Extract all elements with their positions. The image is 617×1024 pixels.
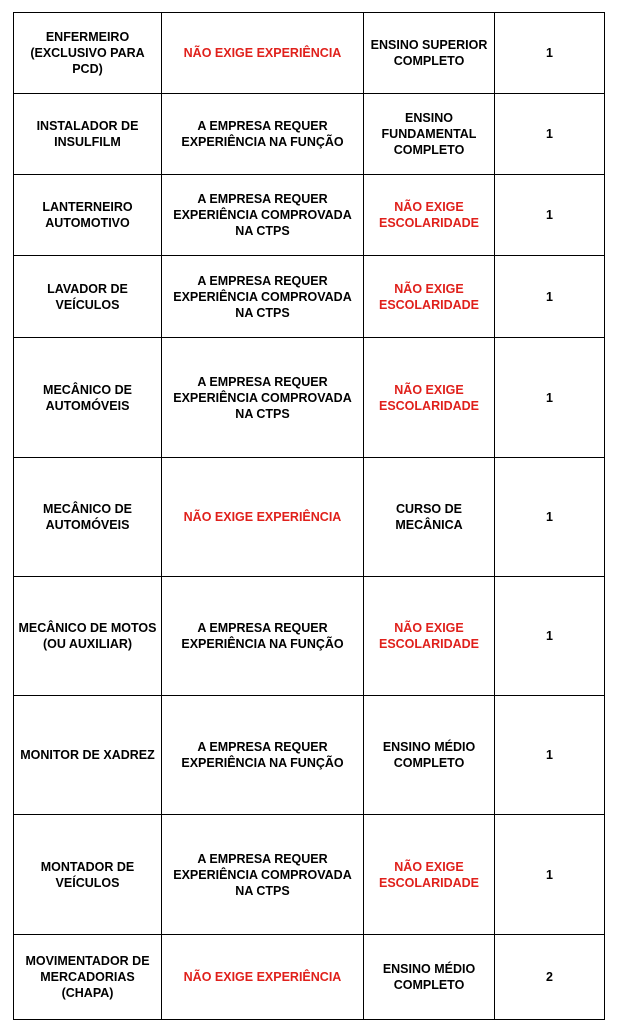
education-requirement-cell: ENSINO MÉDIO COMPLETO	[364, 935, 495, 1020]
job-title-cell: MONTADOR DE VEÍCULOS	[14, 815, 162, 935]
experience-requirement-cell: A EMPRESA REQUER EXPERIÊNCIA COMPROVADA NA CTPS	[162, 815, 364, 935]
experience-requirement-cell: A EMPRESA REQUER EXPERIÊNCIA NA FUNÇÃO	[162, 696, 364, 815]
job-title-cell: LANTERNEIRO AUTOMOTIVO	[14, 175, 162, 256]
job-title-cell: MONITOR DE XADREZ	[14, 696, 162, 815]
table-row	[14, 815, 605, 935]
openings-count-cell: 1	[495, 577, 605, 696]
table-row	[14, 935, 605, 1020]
job-title-cell: INSTALADOR DE INSULFILM	[14, 94, 162, 175]
experience-requirement-cell: NÃO EXIGE EXPERIÊNCIA	[162, 458, 364, 577]
openings-count-cell: 2	[495, 935, 605, 1020]
education-requirement-cell: NÃO EXIGE ESCOLARIDADE	[364, 256, 495, 338]
education-requirement-cell: CURSO DE MECÂNICA	[364, 458, 495, 577]
job-title-cell: MECÂNICO DE AUTOMÓVEIS	[14, 458, 162, 577]
openings-count-cell: 1	[495, 338, 605, 458]
education-requirement-cell: ENSINO FUNDAMENTAL COMPLETO	[364, 94, 495, 175]
openings-count-cell: 1	[495, 175, 605, 256]
openings-count-cell: 1	[495, 94, 605, 175]
experience-requirement-cell: A EMPRESA REQUER EXPERIÊNCIA COMPROVADA NA CTPS	[162, 338, 364, 458]
openings-count-cell: 1	[495, 256, 605, 338]
openings-count-cell: 1	[495, 13, 605, 94]
openings-count-cell: 1	[495, 696, 605, 815]
job-title-cell: MECÂNICO DE MOTOS (OU AUXILIAR)	[14, 577, 162, 696]
experience-requirement-cell: A EMPRESA REQUER EXPERIÊNCIA COMPROVADA NA CTPS	[162, 175, 364, 256]
education-requirement-cell: NÃO EXIGE ESCOLARIDADE	[364, 815, 495, 935]
table-row	[14, 696, 605, 815]
education-requirement-cell: NÃO EXIGE ESCOLARIDADE	[364, 175, 495, 256]
openings-count-cell: 1	[495, 815, 605, 935]
table-row	[14, 458, 605, 577]
openings-count-cell: 1	[495, 458, 605, 577]
table-row	[14, 94, 605, 175]
table-row	[14, 338, 605, 458]
experience-requirement-cell: NÃO EXIGE EXPERIÊNCIA	[162, 13, 364, 94]
job-openings-table	[13, 12, 605, 1020]
education-requirement-cell: ENSINO MÉDIO COMPLETO	[364, 696, 495, 815]
job-title-cell: MOVIMENTADOR DE MERCADORIAS (CHAPA)	[14, 935, 162, 1020]
experience-requirement-cell: A EMPRESA REQUER EXPERIÊNCIA NA FUNÇÃO	[162, 577, 364, 696]
table-row	[14, 577, 605, 696]
experience-requirement-cell: A EMPRESA REQUER EXPERIÊNCIA NA FUNÇÃO	[162, 94, 364, 175]
table-row	[14, 13, 605, 94]
education-requirement-cell: NÃO EXIGE ESCOLARIDADE	[364, 338, 495, 458]
experience-requirement-cell: NÃO EXIGE EXPERIÊNCIA	[162, 935, 364, 1020]
job-title-cell: ENFERMEIRO (EXCLUSIVO PARA PCD)	[14, 13, 162, 94]
experience-requirement-cell: A EMPRESA REQUER EXPERIÊNCIA COMPROVADA NA CTPS	[162, 256, 364, 338]
education-requirement-cell: NÃO EXIGE ESCOLARIDADE	[364, 577, 495, 696]
table-row	[14, 256, 605, 338]
table-row	[14, 175, 605, 256]
education-requirement-cell: ENSINO SUPERIOR COMPLETO	[364, 13, 495, 94]
job-title-cell: MECÂNICO DE AUTOMÓVEIS	[14, 338, 162, 458]
job-title-cell: LAVADOR DE VEÍCULOS	[14, 256, 162, 338]
